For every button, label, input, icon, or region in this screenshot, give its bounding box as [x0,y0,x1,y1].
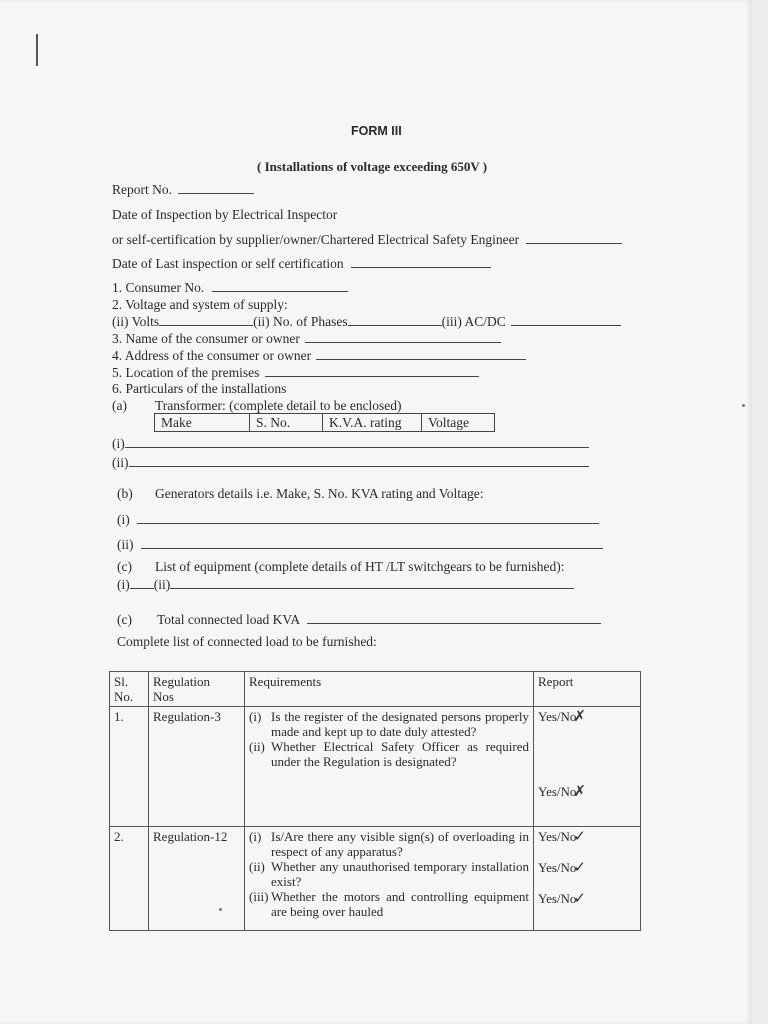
req-text: Whether Electrical Safety Officer as required under the Regulation is designated? [271,739,529,769]
self-cert-line [112,232,622,248]
equipment-row [117,577,574,593]
gen-row-i-label: (i) [117,512,130,527]
date-last-label: Date of Last inspection or self certification [112,256,344,271]
requirement-item [249,829,529,859]
report-yes-no: Yes/No [538,784,577,799]
header-sl-line2: No. [114,689,134,704]
report-cell[interactable] [538,709,636,724]
header-sl-line1: Sl. [114,674,129,689]
equip-ii-label: (ii) [153,577,171,592]
address-line [112,348,526,364]
table-header-row [110,672,641,707]
date-inspection-label: Date of Inspection by Electrical Inspector [112,207,338,222]
location-label: 5. Location of the premises [112,365,260,380]
req-text: Is the register of the designated persons properly made and kept up to date duly attested? [271,709,529,739]
speck-mark [219,908,222,911]
self-cert-label: or self-certification by supplier/owner/Chartered Electrical Safety Engineer [112,232,520,247]
header-report: Report [534,672,641,707]
req-num: (iii) [249,889,269,904]
report-cell[interactable] [538,891,636,906]
transformer-col-sno: S. No. [250,414,323,432]
equipment-label: List of equipment (complete details of HT /LT switchgears to be furnished): [155,559,565,574]
volts-blank[interactable] [159,314,253,326]
name-blank[interactable] [305,331,501,343]
generator-row-i [117,512,599,528]
name-line [112,331,501,347]
speck-mark [742,404,745,407]
transformer-table [154,413,495,432]
req-num: (i) [249,709,262,724]
row-ii-label: (ii) [112,455,129,470]
row-1-regulation: Regulation-3 [149,707,245,827]
consumer-no-blank[interactable] [212,280,348,292]
gen-row-i-blank[interactable] [137,512,599,524]
row-1-report [534,707,641,827]
check-mark-icon: ✓ [573,827,586,845]
row-1-sl: 1. [110,707,149,827]
generator-row-ii [117,537,603,553]
form-title: FORM III [351,124,402,138]
acdc-blank[interactable] [511,314,621,326]
volts-line [112,314,621,330]
req-num: (i) [249,829,262,844]
requirement-item [249,889,529,919]
regulation-table [109,671,641,931]
requirement-item [249,709,529,739]
row-2-requirements [245,827,534,931]
report-yes-no: Yes/No [538,709,577,724]
header-sl [110,672,149,707]
location-line [112,365,479,381]
acdc-label: (iii) AC/DC [441,314,506,329]
row-2-report [534,827,641,931]
row-2-regulation: Regulation-12 [149,827,245,931]
header-reg-line1: Regulation [153,674,211,689]
volts-label: (ii) Volts [112,314,160,329]
check-mark-icon: ✓ [573,858,586,876]
margin-mark [36,34,38,66]
row-i-label: (i) [112,436,125,451]
report-yes-no: Yes/No [538,891,577,906]
req-text: Whether the motors and controlling equipment are being over hauled [271,889,529,919]
req-num: (ii) [249,739,265,754]
report-cell[interactable] [538,860,636,875]
requirement-item [249,859,529,889]
header-reg-line2: Nos [153,689,174,704]
report-cell[interactable] [538,829,636,844]
equip-i-label: (i) [117,577,130,592]
transformer-col-voltage: Voltage [422,414,495,432]
date-last-line [112,256,491,272]
date-last-blank[interactable] [351,256,491,268]
phases-label: (ii) No. of Phases [253,314,348,329]
row-1-requirements [245,707,534,827]
total-load-blank[interactable] [307,612,601,624]
table-row [110,827,641,931]
c-label: (c) [117,559,132,574]
cross-mark-icon: ✗ [573,782,586,800]
report-yes-no: Yes/No [538,829,577,844]
report-yes-no: Yes/No [538,860,577,875]
generators-label: Generators details i.e. Make, S. No. KVA rating and Voltage: [155,486,484,501]
particulars-label: 6. Particulars of the installations [112,381,287,396]
name-label: 3. Name of the consumer or owner [112,331,300,346]
cross-mark-icon: ✗ [573,707,586,725]
address-blank[interactable] [316,348,526,360]
b-label: (b) [117,486,133,501]
a-label: (a) [112,398,127,413]
transformer-col-make: Make [155,414,250,432]
row-ii-blank[interactable] [129,455,589,467]
voltage-system-label: 2. Voltage and system of supply: [112,297,288,312]
total-load-line [157,612,601,628]
self-cert-blank[interactable] [526,232,622,244]
location-blank[interactable] [265,365,479,377]
requirement-item [249,739,529,769]
report-cell[interactable] [538,784,636,799]
transformer-label: Transformer: (complete detail to be enclosed) [155,398,402,413]
transformer-row-ii [112,455,589,471]
total-load-label: Total connected load KVA [157,612,300,627]
complete-list-label: Complete list of connected load to be furnished: [117,634,377,649]
report-no-blank[interactable] [178,182,254,194]
gen-row-ii-blank[interactable] [141,537,603,549]
req-num: (ii) [249,859,265,874]
phases-blank[interactable] [348,314,442,326]
c2-label: (c) [117,612,132,627]
header-regulation [149,672,245,707]
form-subtitle: ( Installations of voltage exceeding 650V ) [257,159,488,174]
transformer-row-i [112,436,589,452]
consumer-no-label: 1. Consumer No. [112,280,205,295]
report-no-label: Report No. [112,182,172,197]
report-no-line [112,182,254,198]
address-label: 4. Address of the consumer or owner [112,348,312,363]
gen-row-ii-label: (ii) [117,537,134,552]
row-2-sl: 2. [110,827,149,931]
consumer-no-line [112,280,348,296]
row-i-blank[interactable] [125,436,589,448]
check-mark-icon: ✓ [573,889,586,907]
table-row [110,707,641,827]
equip-ii-blank[interactable] [170,577,574,589]
req-text: Whether any unauthorised temporary installation exist? [271,859,529,889]
transformer-col-kva: K.V.A. rating [323,414,422,432]
req-text: Is/Are there any visible sign(s) of overloading in respect of any apparatus? [271,829,529,859]
equip-i-blank[interactable] [130,577,154,589]
header-requirements: Requirements [245,672,534,707]
